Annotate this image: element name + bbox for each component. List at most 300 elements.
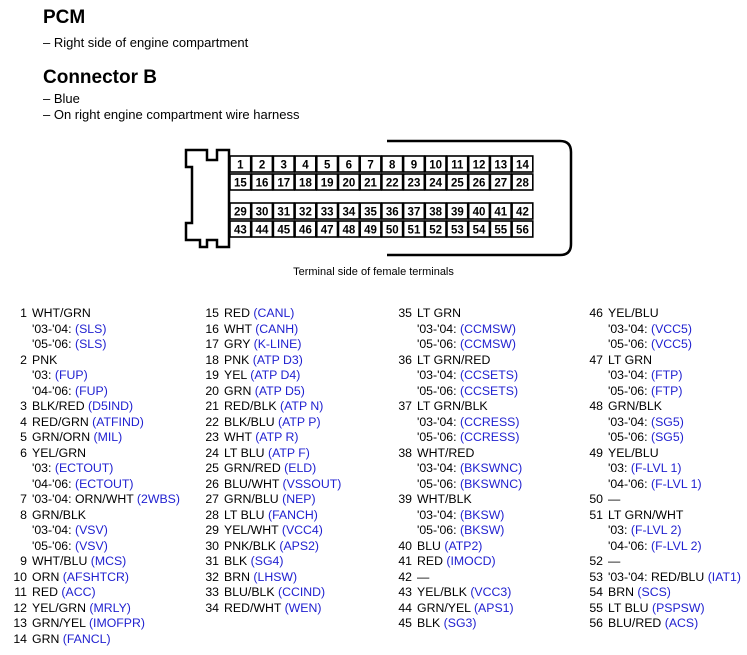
terminal-35-entry <box>390 306 570 322</box>
terminal-35-wire-color: LT GRN <box>417 306 461 320</box>
terminal-1-year-signal-1: (SLS) <box>75 321 107 336</box>
terminal-13-entry <box>5 616 185 632</box>
terminal-number-30: 30 <box>255 206 269 219</box>
terminal-6-year-row-2 <box>5 477 185 493</box>
terminal-37-year-signal-2: (CCRESS) <box>460 430 520 444</box>
terminal-51-wire-color: LT GRN/WHT <box>608 507 684 522</box>
terminal-48-year-signal-2: (SG5) <box>651 430 684 444</box>
terminal-29-signal: (VCC4) <box>281 523 323 537</box>
terminal-number-5: 5 <box>323 159 331 172</box>
terminal-18-number: 18 <box>205 352 219 367</box>
terminal-45-signal: (SG3) <box>443 616 477 630</box>
terminal-6-number: 6 <box>20 445 27 460</box>
terminal-51-year-signal-1: (F-LVL 2) <box>630 523 682 537</box>
terminal-6-year-signal-1: (ECTOUT) <box>54 461 114 475</box>
terminal-28-wire-color: LT BLU <box>224 507 265 522</box>
terminal-39-wire-color: WHT/BLK <box>417 492 472 506</box>
terminal-number-3: 3 <box>280 159 287 172</box>
terminal-31-number: 31 <box>205 554 219 568</box>
terminal-47-year-signal-1: (FTP) <box>651 368 683 382</box>
terminal-45-entry <box>390 616 570 632</box>
terminal-number-29: 29 <box>233 206 247 219</box>
terminal-22-entry <box>197 415 377 431</box>
terminal-20-signal: (ATP D5) <box>254 383 305 398</box>
terminal-16-wire-color: WHT <box>224 321 252 336</box>
terminal-55-number: 55 <box>589 600 603 615</box>
connector-title: Connector B <box>43 67 157 88</box>
terminal-30-wire-color: PNK/BLK <box>224 538 276 553</box>
terminal-44-wire-color: GRN/YEL <box>417 600 471 615</box>
terminal-47-entry <box>581 353 747 369</box>
terminal-12-number: 12 <box>13 600 27 615</box>
terminal-49-number: 49 <box>589 445 603 460</box>
terminal-52-wire-color: — <box>608 554 621 568</box>
terminal-13-signal: (IMOFPR) <box>88 616 145 630</box>
terminal-9-wire-color: WHT/BLU <box>32 554 88 568</box>
terminal-48-number: 48 <box>589 399 603 413</box>
terminal-16-entry <box>197 322 377 338</box>
terminal-18-wire-color: PNK <box>224 352 250 367</box>
terminal-32-wire-color: BRN <box>224 569 250 584</box>
terminal-number-15: 15 <box>233 177 247 190</box>
terminal-15-number: 15 <box>205 306 219 320</box>
terminal-4-signal: (ATFIND) <box>92 414 144 429</box>
terminal-24-entry <box>197 446 377 462</box>
terminal-8-number: 8 <box>20 507 27 522</box>
terminal-24-wire-color: LT BLU <box>224 445 265 460</box>
terminal-24-number: 24 <box>205 445 219 460</box>
terminal-10-number: 10 <box>13 569 27 584</box>
terminal-34-number: 34 <box>205 600 219 615</box>
terminal-number-33: 33 <box>320 206 334 219</box>
terminal-8-year-signal-1: (VSV) <box>75 523 108 537</box>
terminal-40-number: 40 <box>398 538 412 553</box>
connector-caption: Terminal side of female terminals <box>293 266 454 278</box>
terminal-41-number: 41 <box>398 554 412 568</box>
terminal-54-wire-color: BRN <box>608 585 634 599</box>
terminal-25-number: 25 <box>205 461 219 475</box>
terminal-9-entry <box>5 554 185 570</box>
terminal-37-year-2: '05-'06: <box>417 430 457 444</box>
terminal-38-year-signal-1: (BKSWNC) <box>460 461 523 475</box>
terminal-11-signal: (ACC) <box>61 585 96 599</box>
terminal-56-wire-color: BLU/RED <box>608 616 662 630</box>
terminal-number-37: 37 <box>407 206 421 219</box>
connector-color-note: – Blue <box>43 91 80 106</box>
terminal-number-20: 20 <box>342 177 356 190</box>
terminal-20-number: 20 <box>205 383 219 398</box>
terminal-55-entry <box>581 601 747 617</box>
terminal-number-26: 26 <box>472 177 486 190</box>
terminal-43-wire-color: YEL/BLK <box>417 585 467 599</box>
terminal-number-27: 27 <box>494 177 508 190</box>
terminal-7-wire-color: '03-'04: ORN/WHT <box>32 492 134 506</box>
terminal-6-wire-color: YEL/GRN <box>32 445 86 460</box>
terminal-number-1: 1 <box>237 159 244 172</box>
terminal-39-year-signal-2: (BKSW) <box>460 523 505 537</box>
terminal-number-40: 40 <box>472 206 486 219</box>
terminal-2-year-signal-1: (FUP) <box>54 368 88 382</box>
terminal-1-entry <box>5 306 185 322</box>
terminal-6-entry <box>5 446 185 462</box>
terminal-9-number: 9 <box>20 554 27 568</box>
terminal-4-entry <box>5 415 185 431</box>
terminal-number-38: 38 <box>429 206 443 219</box>
terminal-52-number: 52 <box>589 554 603 568</box>
terminal-51-number: 51 <box>589 507 603 522</box>
terminal-56-signal: (ACS) <box>664 616 699 630</box>
terminal-49-wire-color: YEL/BLU <box>608 445 659 460</box>
terminal-number-41: 41 <box>494 206 508 219</box>
terminal-35-year-2: '05-'06: <box>417 337 457 351</box>
terminal-46-year-2: '05-'06: <box>608 337 648 351</box>
terminal-46-entry <box>581 306 747 322</box>
terminal-48-year-1: '03-'04: <box>608 414 648 429</box>
terminal-21-signal: (ATP N) <box>280 399 324 413</box>
terminal-2-year-signal-2: (FUP) <box>75 383 108 398</box>
terminal-11-wire-color: RED <box>32 585 58 599</box>
connector-diagram <box>0 0 747 260</box>
terminal-42-wire-color: — <box>417 569 430 584</box>
terminal-number-45: 45 <box>277 224 291 237</box>
terminal-44-signal: (APS1) <box>473 600 514 615</box>
terminal-56-entry <box>581 616 747 632</box>
terminal-16-number: 16 <box>205 321 219 336</box>
terminal-35-number: 35 <box>398 306 412 320</box>
terminal-36-year-row-1 <box>390 368 570 384</box>
terminal-40-signal: (ATP2) <box>444 538 483 553</box>
terminal-39-year-row-2 <box>390 523 570 539</box>
terminal-49-year-2: '04-'06: <box>608 476 648 491</box>
terminal-19-wire-color: YEL <box>224 368 247 382</box>
terminal-29-wire-color: YEL/WHT <box>224 523 279 537</box>
terminal-36-year-signal-2: (CCSETS) <box>460 383 519 398</box>
terminal-6-year-row-1 <box>5 461 185 477</box>
terminal-33-wire-color: BLU/BLK <box>224 585 275 599</box>
terminal-number-14: 14 <box>516 159 529 172</box>
terminal-8-wire-color: GRN/BLK <box>32 507 86 522</box>
terminal-34-signal: (WEN) <box>284 600 322 615</box>
terminal-number-44: 44 <box>255 224 269 237</box>
terminal-54-entry <box>581 585 747 601</box>
terminal-32-number: 32 <box>205 569 219 584</box>
connector-harness-note: – On right engine compartment wire harness <box>43 107 300 122</box>
terminal-26-entry <box>197 477 377 493</box>
terminal-28-signal: (FANCH) <box>267 507 318 522</box>
terminal-4-wire-color: RED/GRN <box>32 414 89 429</box>
terminal-number-35: 35 <box>364 206 377 219</box>
terminal-7-number: 7 <box>20 492 27 506</box>
terminal-1-year-row-1 <box>5 322 185 338</box>
terminal-15-signal: (CANL) <box>253 306 295 320</box>
terminal-number-48: 48 <box>342 224 356 237</box>
terminal-5-number: 5 <box>20 430 27 444</box>
terminal-48-entry <box>581 399 747 415</box>
terminal-4-number: 4 <box>20 414 27 429</box>
terminal-number-9: 9 <box>410 159 418 172</box>
terminal-53-wire-color: '03-'04: RED/BLU <box>608 569 705 584</box>
terminal-17-number: 17 <box>205 337 219 351</box>
terminal-22-signal: (ATP P) <box>278 414 321 429</box>
terminal-23-wire-color: WHT <box>224 430 252 444</box>
terminal-33-number: 33 <box>205 585 219 599</box>
terminal-51-entry <box>581 508 747 524</box>
terminal-number-53: 53 <box>450 224 464 237</box>
terminal-number-42: 42 <box>516 206 529 219</box>
terminal-13-wire-color: GRN/YEL <box>32 616 86 630</box>
terminal-40-wire-color: BLU <box>417 538 441 553</box>
terminal-19-number: 19 <box>205 368 219 382</box>
terminal-53-signal: (IAT1) <box>707 569 741 584</box>
terminal-number-28: 28 <box>516 177 529 190</box>
terminal-number-47: 47 <box>320 224 334 237</box>
terminal-46-year-signal-1: (VCC5) <box>651 321 692 336</box>
terminal-list-col-1 <box>5 306 185 647</box>
terminal-53-number: 53 <box>589 569 603 584</box>
terminal-36-year-row-2 <box>390 384 570 400</box>
terminal-32-entry <box>197 570 377 586</box>
terminal-48-year-row-2 <box>581 430 747 446</box>
terminal-54-number: 54 <box>589 585 603 599</box>
terminal-14-signal: (FANCL) <box>62 631 111 646</box>
terminal-3-signal: (D5IND) <box>88 399 134 413</box>
terminal-28-entry <box>197 508 377 524</box>
terminal-49-entry <box>581 446 747 462</box>
terminal-44-entry <box>390 601 570 617</box>
terminal-14-number: 14 <box>13 631 27 646</box>
terminal-33-entry <box>197 585 377 601</box>
terminal-49-year-signal-1: (F-LVL 1) <box>630 461 682 475</box>
terminal-51-year-row-1 <box>581 523 747 539</box>
terminal-39-year-signal-1: (BKSW) <box>460 507 505 522</box>
terminal-46-wire-color: YEL/BLU <box>608 306 659 320</box>
terminal-number-25: 25 <box>450 177 464 190</box>
terminal-34-wire-color: RED/WHT <box>224 600 282 615</box>
terminal-10-wire-color: ORN <box>32 569 60 584</box>
terminal-46-year-row-1 <box>581 322 747 338</box>
terminal-46-year-row-2 <box>581 337 747 353</box>
terminal-38-wire-color: WHT/RED <box>417 445 475 460</box>
terminal-53-entry <box>581 570 747 586</box>
terminal-49-year-row-2 <box>581 477 747 493</box>
terminal-36-year-1: '03-'04: <box>417 368 457 382</box>
terminal-41-signal: (IMOCD) <box>446 554 496 568</box>
terminal-22-wire-color: BLK/BLU <box>224 414 275 429</box>
terminal-44-number: 44 <box>398 600 412 615</box>
terminal-21-wire-color: RED/BLK <box>224 399 277 413</box>
terminal-number-19: 19 <box>320 177 334 190</box>
terminal-36-year-signal-1: (CCSETS) <box>460 368 519 382</box>
terminal-number-4: 4 <box>302 159 309 172</box>
terminal-28-number: 28 <box>205 507 219 522</box>
terminal-38-year-row-2 <box>390 477 570 493</box>
terminal-8-year-signal-2: (VSV) <box>75 538 108 553</box>
terminal-37-entry <box>390 399 570 415</box>
pcm-location-note: – Right side of engine compartment <box>43 35 249 50</box>
terminal-2-wire-color: PNK <box>32 352 58 367</box>
terminal-5-wire-color: GRN/ORN <box>32 430 91 444</box>
terminal-34-entry <box>197 601 377 617</box>
terminal-48-year-signal-1: (SG5) <box>651 414 684 429</box>
terminal-number-6: 6 <box>345 159 353 172</box>
terminal-49-year-row-1 <box>581 461 747 477</box>
terminal-47-number: 47 <box>589 352 603 367</box>
terminal-14-entry <box>5 632 185 648</box>
terminal-6-year-2: '04-'06: <box>32 476 72 491</box>
terminal-3-wire-color: BLK/RED <box>32 399 85 413</box>
terminal-50-number: 50 <box>589 492 603 506</box>
terminal-47-wire-color: LT GRN <box>608 352 652 367</box>
terminal-number-36: 36 <box>385 206 399 219</box>
terminal-35-year-signal-1: (CCMSW) <box>460 321 517 336</box>
terminal-32-signal: (LHSW) <box>253 569 298 584</box>
terminal-41-entry <box>390 554 570 570</box>
terminal-39-year-row-1 <box>390 508 570 524</box>
terminal-1-year-signal-2: (SLS) <box>75 337 107 351</box>
terminal-43-entry <box>390 585 570 601</box>
terminal-30-number: 30 <box>205 538 219 553</box>
terminal-50-wire-color: — <box>608 492 621 506</box>
terminal-number-49: 49 <box>364 224 377 237</box>
terminal-number-11: 11 <box>451 159 464 172</box>
terminal-number-16: 16 <box>255 177 269 190</box>
terminal-37-year-row-2 <box>390 430 570 446</box>
terminal-29-entry <box>197 523 377 539</box>
terminal-number-54: 54 <box>472 224 486 237</box>
terminal-23-signal: (ATP R) <box>255 430 299 444</box>
terminal-27-number: 27 <box>205 492 219 506</box>
terminal-7-entry <box>5 492 185 508</box>
terminal-number-17: 17 <box>277 177 291 190</box>
terminal-48-year-row-1 <box>581 415 747 431</box>
terminal-51-year-signal-2: (F-LVL 2) <box>651 538 702 553</box>
terminal-31-entry <box>197 554 377 570</box>
terminal-35-year-row-2 <box>390 337 570 353</box>
terminal-1-wire-color: WHT/GRN <box>32 306 91 320</box>
terminal-2-number: 2 <box>20 352 27 367</box>
terminal-48-wire-color: GRN/BLK <box>608 399 662 413</box>
terminal-47-year-2: '05-'06: <box>608 383 648 398</box>
terminal-36-entry <box>390 353 570 369</box>
terminal-14-wire-color: GRN <box>32 631 60 646</box>
terminal-number-12: 12 <box>472 159 486 172</box>
terminal-51-year-row-2 <box>581 539 747 555</box>
terminal-45-number: 45 <box>398 616 412 630</box>
terminal-35-year-1: '03-'04: <box>417 321 457 336</box>
terminal-11-number: 11 <box>14 585 27 599</box>
terminal-23-entry <box>197 430 377 446</box>
terminal-15-entry <box>197 306 377 322</box>
terminal-42-entry <box>390 570 570 586</box>
terminal-20-entry <box>197 384 377 400</box>
terminal-2-year-row-2 <box>5 384 185 400</box>
terminal-38-number: 38 <box>398 445 412 460</box>
terminal-16-signal: (CANH) <box>255 321 299 336</box>
terminal-12-entry <box>5 601 185 617</box>
terminal-45-wire-color: BLK <box>417 616 441 630</box>
terminal-number-32: 32 <box>299 206 312 219</box>
terminal-54-signal: (SCS) <box>637 585 671 599</box>
terminal-number-22: 22 <box>385 177 399 190</box>
terminal-21-entry <box>197 399 377 415</box>
terminal-29-number: 29 <box>205 523 219 537</box>
terminal-41-wire-color: RED <box>417 554 443 568</box>
terminal-36-number: 36 <box>398 352 412 367</box>
terminal-51-year-1: '03: <box>608 523 628 537</box>
terminal-38-year-signal-2: (BKSWNC) <box>460 476 523 491</box>
terminal-38-year-2: '05-'06: <box>417 476 457 491</box>
terminal-36-year-2: '05-'06: <box>417 383 457 398</box>
terminal-pins <box>230 156 533 237</box>
terminal-39-entry <box>390 492 570 508</box>
terminal-23-number: 23 <box>205 430 219 444</box>
terminal-36-wire-color: LT GRN/RED <box>417 352 491 367</box>
terminal-26-wire-color: BLU/WHT <box>224 476 280 491</box>
pcm-title: PCM <box>43 7 86 28</box>
terminal-25-wire-color: GRN/RED <box>224 461 281 475</box>
terminal-43-signal: (VCC3) <box>470 585 512 599</box>
terminal-5-signal: (MIL) <box>93 430 123 444</box>
terminal-38-year-1: '03-'04: <box>417 461 457 475</box>
terminal-2-year-1: '03: <box>32 368 52 382</box>
terminal-35-year-row-1 <box>390 322 570 338</box>
terminal-49-year-1: '03: <box>608 461 628 475</box>
terminal-number-13: 13 <box>494 159 508 172</box>
terminal-52-entry <box>581 554 747 570</box>
terminal-number-2: 2 <box>258 159 266 172</box>
terminal-1-year-row-2 <box>5 337 185 353</box>
terminal-35-year-signal-2: (CCMSW) <box>460 337 517 351</box>
terminal-26-signal: (VSSOUT) <box>282 476 342 491</box>
terminal-6-year-1: '03: <box>32 461 52 475</box>
terminal-51-year-2: '04-'06: <box>608 538 648 553</box>
terminal-46-year-signal-2: (VCC5) <box>651 337 692 351</box>
terminal-42-number: 42 <box>398 569 412 584</box>
terminal-12-signal: (MRLY) <box>89 600 131 615</box>
terminal-9-signal: (MCS) <box>90 554 127 568</box>
terminal-19-entry <box>197 368 377 384</box>
terminal-2-year-2: '04-'06: <box>32 383 72 398</box>
terminal-47-year-row-1 <box>581 368 747 384</box>
terminal-30-entry <box>197 539 377 555</box>
terminal-18-signal: (ATP D3) <box>252 352 303 367</box>
terminal-20-wire-color: GRN <box>224 383 252 398</box>
terminal-33-signal: (CCIND) <box>278 585 326 599</box>
terminal-17-signal: (K-LINE) <box>253 337 302 351</box>
terminal-27-wire-color: GRN/BLU <box>224 492 279 506</box>
terminal-24-signal: (ATP F) <box>267 445 310 460</box>
connector-housing <box>186 150 229 247</box>
terminal-46-number: 46 <box>589 306 603 320</box>
terminal-number-31: 31 <box>277 206 291 219</box>
terminal-27-signal: (NEP) <box>282 492 316 506</box>
terminal-1-year-2: '05-'06: <box>32 337 72 351</box>
terminal-2-entry <box>5 353 185 369</box>
terminal-30-signal: (APS2) <box>279 538 320 553</box>
terminal-26-number: 26 <box>205 476 219 491</box>
terminal-47-year-signal-2: (FTP) <box>651 383 683 398</box>
terminal-38-entry <box>390 446 570 462</box>
terminal-48-year-2: '05-'06: <box>608 430 648 444</box>
terminal-3-entry <box>5 399 185 415</box>
terminal-25-entry <box>197 461 377 477</box>
terminal-number-39: 39 <box>450 206 464 219</box>
terminal-number-7: 7 <box>367 159 374 172</box>
terminal-15-wire-color: RED <box>224 306 250 320</box>
terminal-1-year-1: '03-'04: <box>32 321 72 336</box>
terminal-number-8: 8 <box>389 159 396 172</box>
terminal-1-number: 1 <box>20 306 27 320</box>
